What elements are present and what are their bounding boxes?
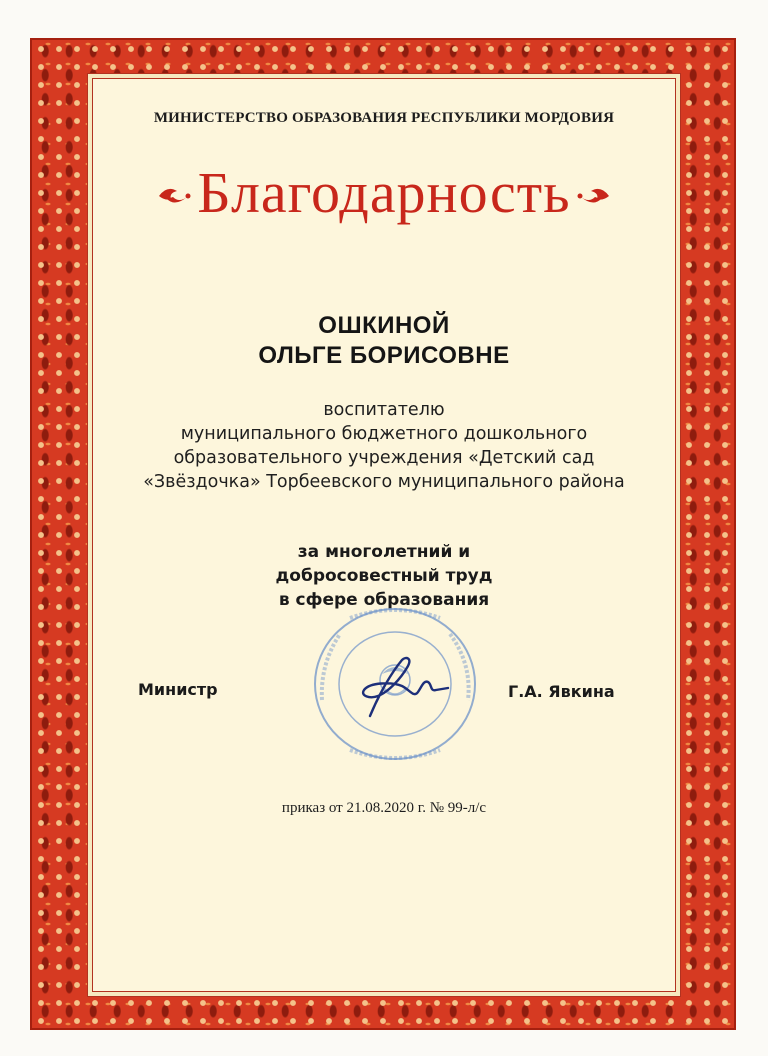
merit-line: в сфере образования	[278, 590, 490, 610]
position-line: «Звёздочка» Торбеевского муниципального района	[143, 472, 625, 492]
merit-line: за многолетний и	[297, 542, 471, 562]
right-ornament-icon	[577, 181, 611, 211]
signer-role: Министр	[138, 680, 218, 699]
position-line: воспитателю	[323, 400, 445, 420]
left-ornament-icon	[157, 181, 191, 211]
merit-line: добросовестный труд	[275, 566, 493, 586]
recipient-surname: ОШКИНОЙ	[318, 312, 450, 339]
recipient-given-names: ОЛЬГЕ БОРИСОВНЕ	[258, 342, 510, 369]
document-title: Благодарность	[197, 159, 571, 225]
signer-name: Г.А. Явкина	[508, 682, 615, 701]
handwritten-signature	[340, 652, 450, 722]
ministry-heading: МИНИСТЕРСТВО ОБРАЗОВАНИЯ РЕСПУБЛИКИ МОРДОВИЯ	[153, 110, 615, 126]
merit-text	[92, 540, 676, 612]
order-reference: приказ от 21.08.2020 г. № 99-л/с	[281, 800, 487, 816]
recipient-position	[92, 398, 676, 494]
position-line: муниципального бюджетного дошкольного	[180, 424, 588, 444]
position-line: образовательного учреждения «Детский сад	[173, 448, 595, 468]
title-row	[92, 152, 676, 232]
